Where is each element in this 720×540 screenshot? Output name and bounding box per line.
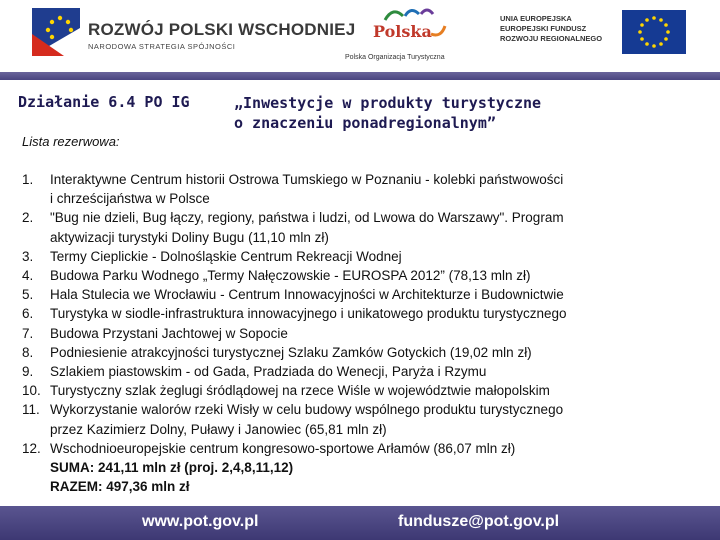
list-item xyxy=(22,400,702,438)
item-number: 6. xyxy=(22,306,34,322)
item-text: Szlakiem piastowskim - od Gada, Pradziada do Wenecji, Paryża i Rzymu xyxy=(50,364,487,380)
list-item xyxy=(22,362,702,381)
eu-line: UNIA EUROPEJSKA xyxy=(500,14,572,23)
item-number: 10. xyxy=(22,383,41,399)
item-text: Hala Stulecia we Wrocławiu - Centrum Innowacyjności w Architekturze i Budownictwie xyxy=(50,287,564,303)
list-item xyxy=(22,208,702,246)
item-text: Wschodnioeuropejskie centrum kongresowo-sportowe Arłamów (86,07 mln zł) xyxy=(50,440,516,456)
project-list xyxy=(22,170,702,496)
item-number: 12. xyxy=(22,440,41,456)
item-text: i chrześcijaństwa w Polsce xyxy=(50,191,210,207)
item-text: Interaktywne Centrum historii Ostrowa Tumskiego w Poznaniu - kolebki państwowości xyxy=(50,172,564,187)
list-item xyxy=(22,247,702,266)
rozwoj-polski-wschodniej-logo xyxy=(30,6,356,62)
header xyxy=(0,0,720,72)
pot-caption: Polska Organizacja Turystyczna xyxy=(345,54,445,61)
pot-logo xyxy=(345,4,475,66)
email-link[interactable]: fundusze@pot.gov.pl xyxy=(398,513,560,530)
rpw-subtitle: NARODOWA STRATEGIA SPÓJNOŚCI xyxy=(88,42,236,51)
item-text: Termy Cieplickie - Dolnośląskie Centrum Rekreacji Wodnej xyxy=(50,248,402,264)
eu-line: EUROPEJSKI FUNDUSZ xyxy=(500,24,587,33)
eu-logo xyxy=(500,10,710,60)
title-line: o znaczeniu ponadregionalnym” xyxy=(234,114,496,132)
eu-text xyxy=(500,14,602,44)
list-item xyxy=(22,343,702,362)
website-link[interactable]: www.pot.gov.pl xyxy=(142,513,259,530)
list-item xyxy=(22,439,702,458)
list-item xyxy=(22,381,702,400)
list-item xyxy=(22,285,702,304)
item-text: Wykorzystanie walorów rzeki Wisły w celu budowy wspólnego produktu turystycznego xyxy=(50,402,564,418)
pot-wordmark: Polska xyxy=(373,22,432,41)
item-number: 5. xyxy=(22,287,34,303)
item-number: 8. xyxy=(22,344,34,360)
list-item xyxy=(22,324,702,343)
item-text: "Bug nie dzieli, Bug łączy, regiony, państwa i ludzi, od Lwowa do Warszawy". Program xyxy=(50,210,564,226)
page-title xyxy=(234,93,541,133)
item-text: aktywizacji turystyki Doliny Bugu (11,10 mln zł) xyxy=(50,229,329,245)
eu-flag-icon xyxy=(622,10,686,54)
rpw-title: ROZWÓJ POLSKI WSCHODNIEJ xyxy=(88,20,356,39)
total-line: RAZEM: 497,36 mln zł xyxy=(50,479,190,495)
title-line: „Inwestycje w produkty turystyczne xyxy=(234,94,542,112)
eu-stars-flag-icon xyxy=(30,6,82,58)
footer xyxy=(0,506,720,540)
eu-line: ROZWOJU REGIONALNEGO xyxy=(500,34,603,43)
list-item xyxy=(22,170,702,208)
item-text: Budowa Parku Wodnego „Termy Nałęczowskie - EUROSPA 2012” (78,13 mln zł) xyxy=(50,268,531,284)
list-item xyxy=(22,304,702,323)
item-text: przez Kazimierz Dolny, Puławy i Janowiec (65,81 mln zł) xyxy=(50,421,387,437)
list-item xyxy=(22,266,702,285)
item-number: 9. xyxy=(22,364,34,380)
item-text: Budowa Przystani Jachtowej w Sopocie xyxy=(50,325,288,341)
action-label: Działanie 6.4 PO IG xyxy=(18,93,190,111)
item-text: Turystyczny szlak żeglugi śródlądowej na rzece Wiśle w województwie małopolskim xyxy=(50,383,550,399)
item-text: Turystyka w siodle-infrastruktura innowacyjnego i unikatowego produktu turystycznego xyxy=(50,306,567,322)
item-number: 4. xyxy=(22,268,34,284)
reserve-list-label: Lista rezerwowa: xyxy=(22,134,120,149)
item-number: 7. xyxy=(22,325,34,341)
sum-line: SUMA: 241,11 mln zł (proj. 2,4,8,11,12) xyxy=(50,460,294,476)
item-number: 11. xyxy=(22,402,40,418)
item-number: 2. xyxy=(22,210,34,226)
item-number: 1. xyxy=(22,172,34,187)
item-number: 3. xyxy=(22,248,34,264)
item-text: Podniesienie atrakcyjności turystycznej Szlaku Zamków Gotyckich (19,02 mln zł) xyxy=(50,344,532,360)
header-band xyxy=(0,72,720,80)
